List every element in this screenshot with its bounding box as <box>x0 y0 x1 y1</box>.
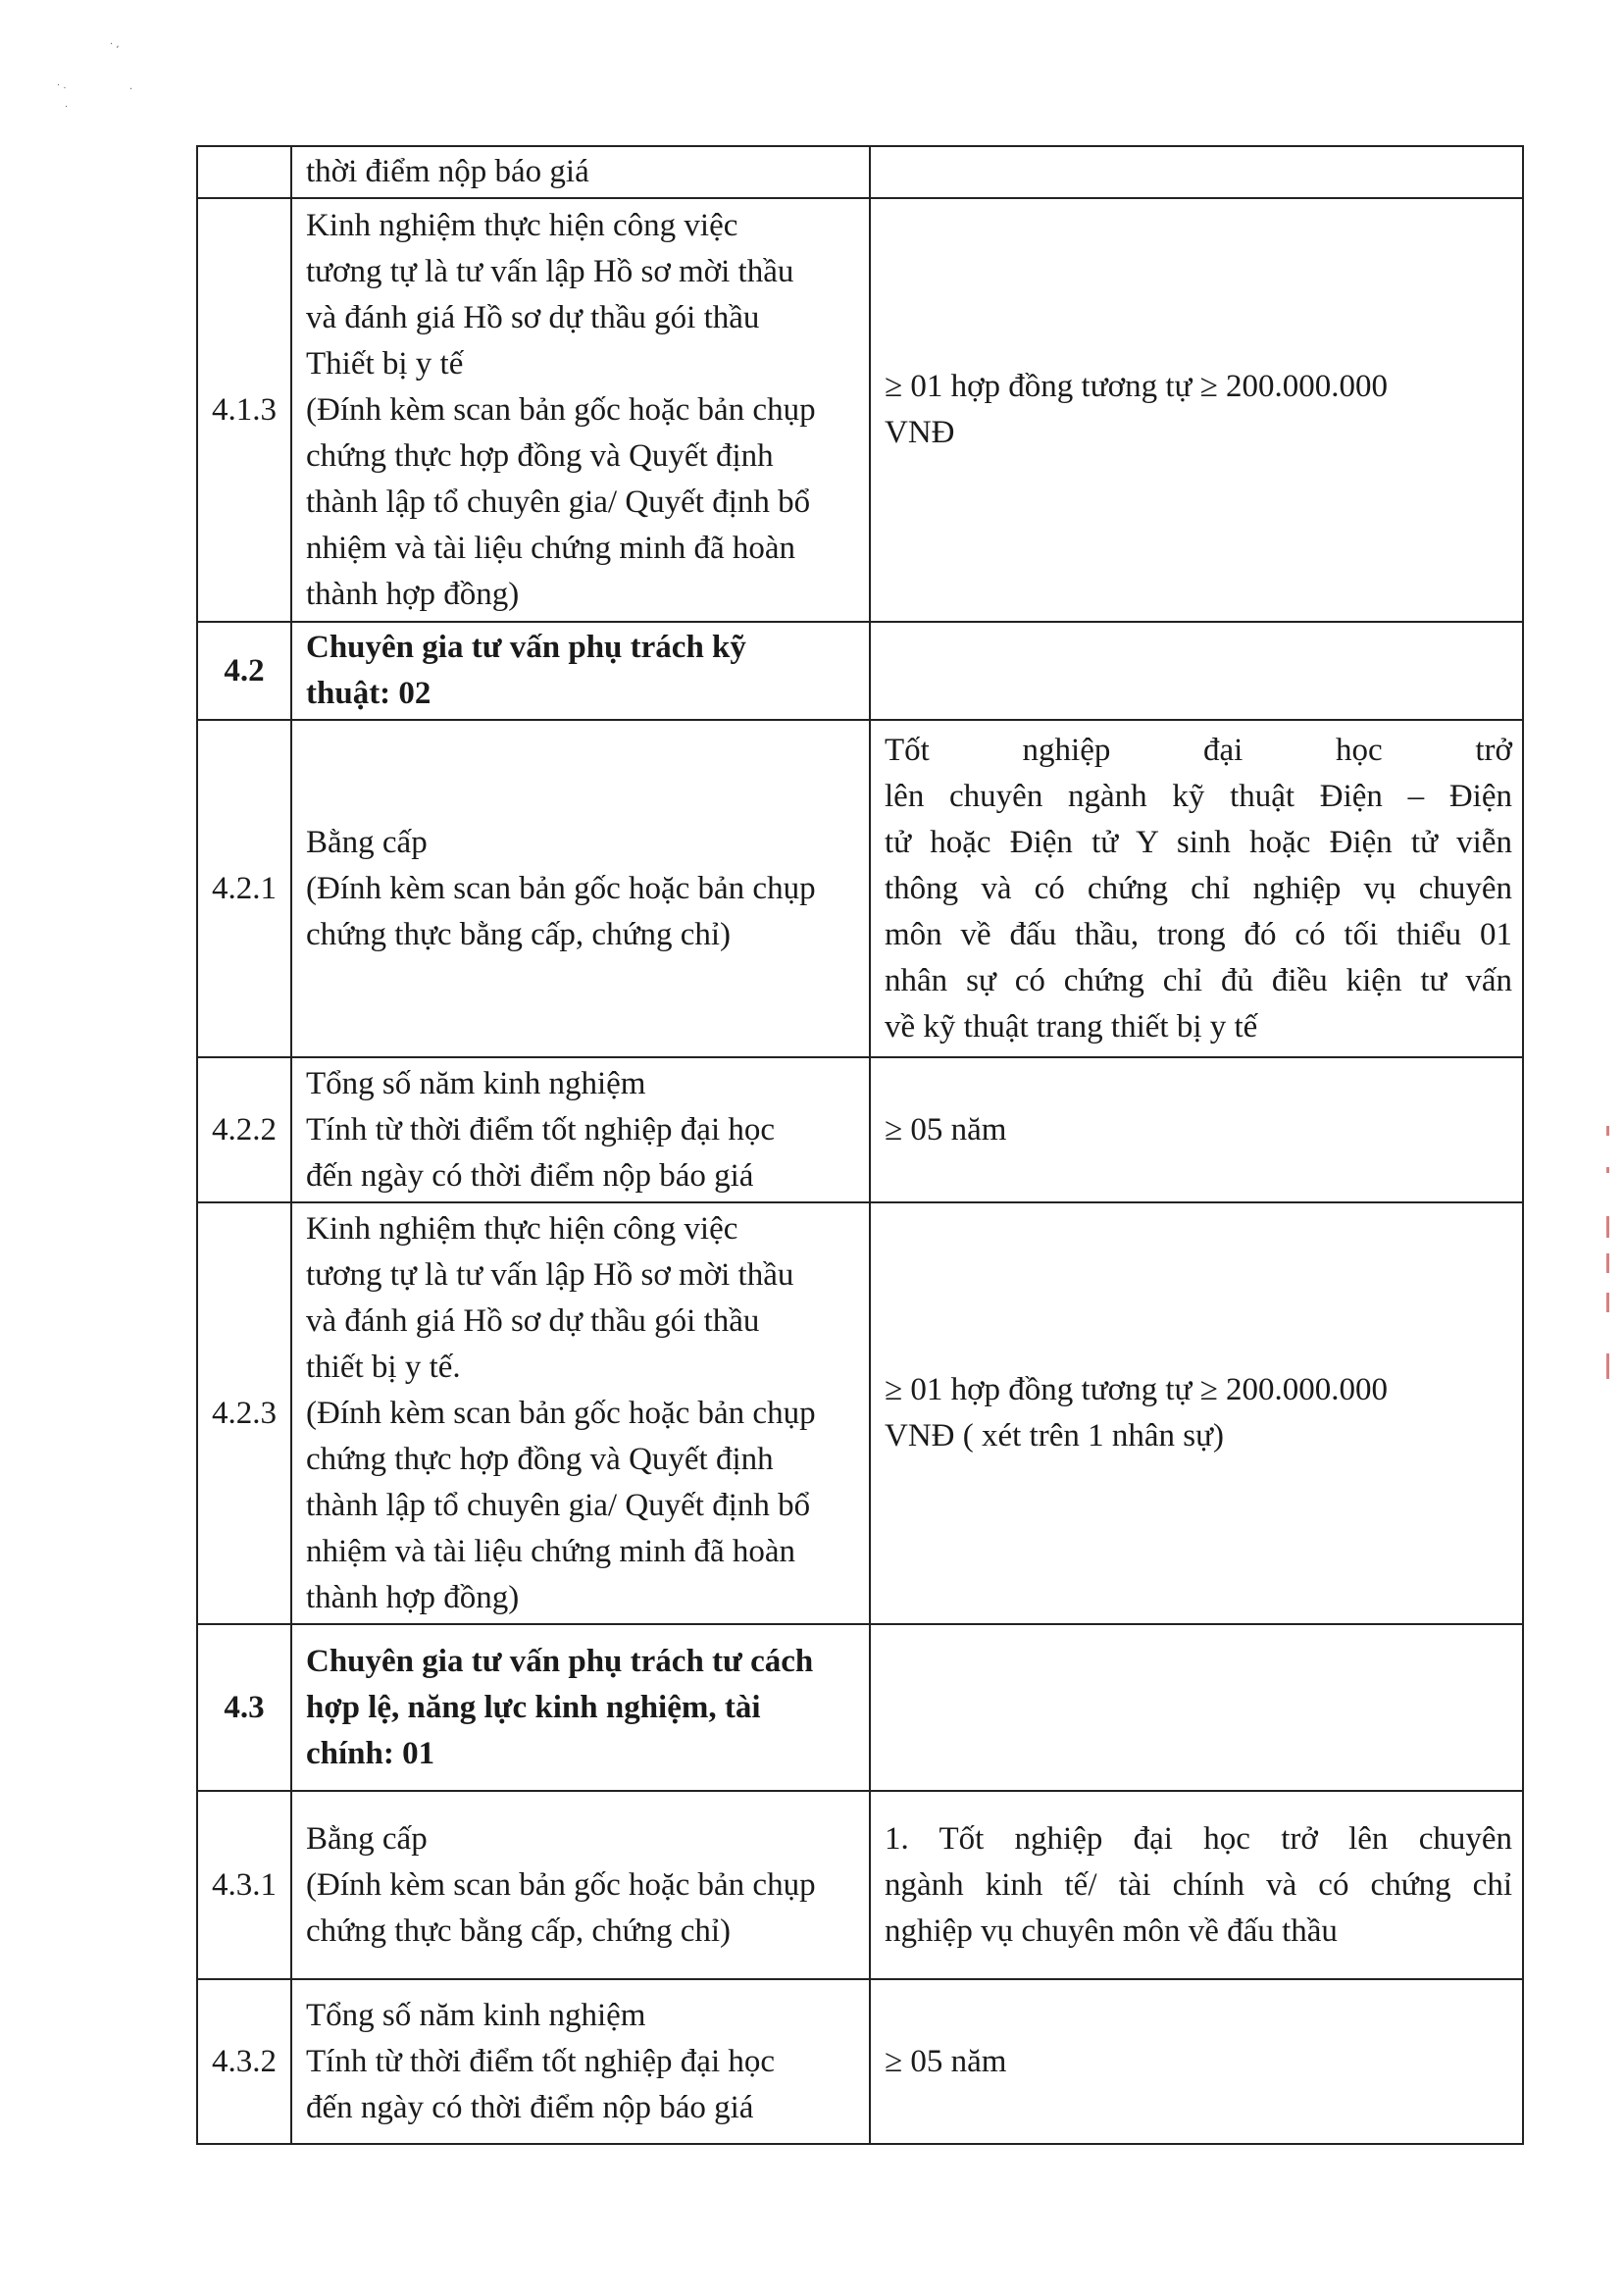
scan-speck: · <box>65 102 69 113</box>
edge-stamp-mark <box>1606 1293 1623 1312</box>
criterion-line: tương tự là tư vấn lập Hồ sơ mời thầu <box>306 1256 794 1293</box>
row-number-cell: 4.3.2 <box>197 1979 291 2144</box>
edge-stamp-mark <box>1606 1126 1623 1136</box>
criterion-line: thời điểm nộp báo giá <box>306 154 589 189</box>
requirement-line: Tốt nghiệp đại học trở <box>885 732 1512 768</box>
edge-stamp-mark <box>1606 1167 1623 1173</box>
edge-stamp-mark <box>1606 1353 1623 1379</box>
criterion-line: Tổng số năm kinh nghiệm <box>306 1997 646 2033</box>
requirement-cell <box>870 1202 1523 1624</box>
criterion-line: Thiết bị y tế <box>306 345 464 382</box>
criterion-line: Kinh nghiệm thực hiện công việc <box>306 1210 738 1247</box>
requirement-cell <box>870 146 1523 198</box>
requirement-cell <box>870 622 1523 720</box>
criterion-line: nhiệm và tài liệu chứng minh đã hoàn <box>306 530 796 566</box>
requirement-line: ≥ 01 hợp đồng tương tự ≥ 200.000.000 <box>885 369 1388 404</box>
criterion-line: tương tự là tư vấn lập Hồ sơ mời thầu <box>306 253 794 289</box>
row-number-cell: 4.3.1 <box>197 1791 291 1979</box>
criterion-line: đến ngày có thời điểm nộp báo giá <box>306 2089 754 2125</box>
criterion-cell <box>291 146 870 198</box>
criterion-cell <box>291 1979 870 2144</box>
criterion-line: thành hợp đồng) <box>306 576 520 612</box>
requirement-line: VNĐ ( xét trên 1 nhân sự) <box>885 1418 1224 1453</box>
scan-speck: · <box>129 84 133 95</box>
scan-speck: · . <box>57 80 67 91</box>
criterion-cell <box>291 1791 870 1979</box>
row-number-cell: 4.2.1 <box>197 720 291 1057</box>
criterion-line: (Đính kèm scan bản gốc hoặc bản chụp <box>306 1866 816 1903</box>
criterion-cell <box>291 720 870 1057</box>
requirement-line: thông và có chứng chỉ nghiệp vụ chuyên <box>885 870 1512 906</box>
requirement-line: ngành kinh tế/ tài chính và có chứng chỉ <box>885 1866 1512 1903</box>
scan-speck: · , <box>110 39 120 50</box>
requirement-line: 1. Tốt nghiệp đại học trở lên chuyên <box>885 1820 1512 1857</box>
requirement-line: ≥ 05 năm <box>885 1111 1007 1147</box>
requirement-line: VNĐ <box>885 415 955 450</box>
criterion-line: đến ngày có thời điểm nộp báo giá <box>306 1157 754 1194</box>
criterion-line: thiết bị y tế. <box>306 1349 461 1385</box>
criterion-cell <box>291 1202 870 1624</box>
table-row <box>197 1057 1523 1202</box>
requirements-table <box>196 145 1524 2145</box>
criterion-line: Tính từ thời điểm tốt nghiệp đại học <box>306 1111 776 1147</box>
requirement-cell <box>870 1979 1523 2144</box>
criterion-line: thành lập tổ chuyên gia/ Quyết định bổ <box>306 484 811 520</box>
requirement-cell <box>870 198 1523 622</box>
criterion-line: (Đính kèm scan bản gốc hoặc bản chụp <box>306 1395 816 1431</box>
row-number-cell: 4.1.3 <box>197 198 291 622</box>
criterion-line: chính: 01 <box>306 1735 435 1771</box>
requirement-cell <box>870 1624 1523 1791</box>
table-row <box>197 1202 1523 1624</box>
criterion-line: thành hợp đồng) <box>306 1579 520 1615</box>
table-row <box>197 1791 1523 1979</box>
criterion-line: chứng thực bằng cấp, chứng chỉ) <box>306 916 732 952</box>
criterion-line: hợp lệ, năng lực kinh nghiệm, tài <box>306 1689 761 1725</box>
table-row <box>197 720 1523 1057</box>
requirement-line: tử hoặc Điện tử Y sinh hoặc Điện tử viễn <box>885 824 1512 860</box>
criterion-line: nhiệm và tài liệu chứng minh đã hoàn <box>306 1533 796 1569</box>
criterion-line: Kinh nghiệm thực hiện công việc <box>306 207 738 243</box>
table-row <box>197 622 1523 720</box>
criterion-line: Tính từ thời điểm tốt nghiệp đại học <box>306 2043 776 2079</box>
criterion-line: (Đính kèm scan bản gốc hoặc bản chụp <box>306 870 816 906</box>
criterion-line: thành lập tổ chuyên gia/ Quyết định bổ <box>306 1487 811 1523</box>
table-row <box>197 1624 1523 1791</box>
criterion-line: chứng thực hợp đồng và Quyết định <box>306 1441 774 1477</box>
table-row <box>197 198 1523 622</box>
requirement-cell <box>870 720 1523 1057</box>
criterion-line: Tổng số năm kinh nghiệm <box>306 1065 646 1101</box>
requirement-line: ≥ 05 năm <box>885 2043 1007 2079</box>
edge-stamp-mark <box>1606 1216 1623 1238</box>
requirement-line: lên chuyên ngành kỹ thuật Điện – Điện <box>885 778 1512 814</box>
row-number-cell: 4.3 <box>197 1624 291 1791</box>
requirement-line: nghiệp vụ chuyên môn về đấu thầu <box>885 1912 1338 1949</box>
row-number-cell: 4.2.2 <box>197 1057 291 1202</box>
criterion-cell <box>291 622 870 720</box>
criterion-line: thuật: 02 <box>306 676 431 711</box>
requirement-line: môn về đấu thầu, trong đó có tối thiểu 01 <box>885 916 1512 952</box>
row-number-cell: 4.2.3 <box>197 1202 291 1624</box>
criterion-line: Bằng cấp <box>306 824 428 860</box>
requirements-table-body <box>197 146 1523 2144</box>
requirement-line: ≥ 01 hợp đồng tương tự ≥ 200.000.000 <box>885 1372 1388 1407</box>
criterion-line: Chuyên gia tư vấn phụ trách tư cách <box>306 1643 814 1679</box>
criterion-line: Chuyên gia tư vấn phụ trách kỹ <box>306 630 746 665</box>
criterion-line: chứng thực bằng cấp, chứng chỉ) <box>306 1912 732 1949</box>
criterion-cell <box>291 1624 870 1791</box>
criterion-line: và đánh giá Hồ sơ dự thầu gói thầu <box>306 1302 760 1339</box>
row-number-cell: 4.2 <box>197 622 291 720</box>
row-number-cell <box>197 146 291 198</box>
criterion-cell <box>291 198 870 622</box>
edge-stamp-mark <box>1606 1253 1623 1273</box>
table-row <box>197 1979 1523 2144</box>
criterion-line: (Đính kèm scan bản gốc hoặc bản chụp <box>306 391 816 428</box>
requirement-cell <box>870 1791 1523 1979</box>
criterion-line: và đánh giá Hồ sơ dự thầu gói thầu <box>306 299 760 335</box>
criterion-line: Bằng cấp <box>306 1820 428 1857</box>
criterion-cell <box>291 1057 870 1202</box>
requirement-line: nhân sự có chứng chỉ đủ điều kiện tư vấn <box>885 962 1512 998</box>
table-row <box>197 146 1523 198</box>
criterion-line: chứng thực hợp đồng và Quyết định <box>306 437 774 474</box>
requirement-cell <box>870 1057 1523 1202</box>
requirement-line: về kỹ thuật trang thiết bị y tế <box>885 1008 1258 1045</box>
